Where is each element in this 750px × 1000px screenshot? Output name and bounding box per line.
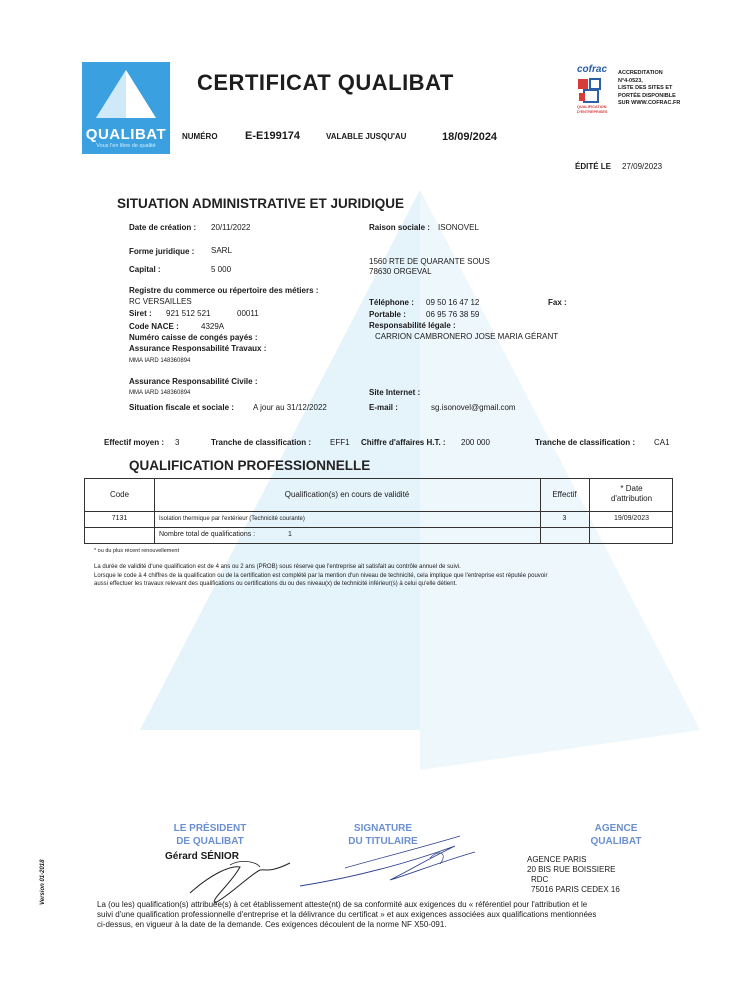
president-label-line-2: DE QUALIBAT [176, 836, 244, 847]
forme-label: Forme juridique : [129, 247, 195, 256]
accreditation-line: PORTÉE DISPONIBLE [618, 92, 676, 99]
agence-address-line: RDC [531, 875, 549, 884]
address-line-1: 1560 RTE DE QUARANTE SOUS [369, 257, 490, 266]
legal-line-1: La (ou les) qualification(s) attribuée(s) à cet établissement atteste(nt) de sa conformité aux exigences du « référentiel pour l'attribution et le [97, 900, 588, 909]
siret-label: Siret : [129, 309, 152, 318]
accreditation-line: ACCREDITATION [618, 70, 663, 76]
qualibat-logo [82, 62, 170, 154]
date-creation-label: Date de création : [129, 223, 197, 232]
assur-civile-label: Assurance Responsabilité Civile : [129, 377, 258, 386]
forme-value: SARL [211, 246, 232, 255]
row-date: 19/09/2023 [613, 515, 650, 522]
row-code: 7131 [111, 515, 128, 522]
siret-suffix: 00011 [237, 309, 259, 318]
legal-line-3: ci-dessus, en vigueur à la date de la demande. Ces exigences découlent de la norme NF X50-091. [97, 920, 447, 929]
ca-label: Chiffre d'affaires H.T. : [361, 438, 446, 447]
portable-label: Portable : [369, 310, 406, 319]
conges-label: Numéro caisse de congés payés : [129, 333, 258, 342]
logo-text: QUALIBAT [85, 126, 167, 143]
agence-address-line: AGENCE PARIS [527, 855, 587, 864]
president-label-line-1: LE PRÉSIDENT [173, 823, 247, 834]
raison-sociale-value: ISONOVEL [438, 223, 479, 232]
valable-value: 18/09/2024 [442, 131, 498, 143]
fiscale-value: A jour au 31/12/2022 [253, 403, 327, 412]
col-header-code: Code [109, 490, 130, 499]
registre-value: RC VERSAILLES [129, 297, 192, 306]
legal-line-2: suivi d'une qualification professionnelle d'entreprise et la délivrance du certificat » et aux exigences associées aux qualifications mentionnées [97, 910, 597, 919]
resp-legale-label: Responsabilité légale : [369, 321, 456, 330]
capital-label: Capital : [129, 265, 161, 274]
telephone-label: Téléphone : [369, 298, 414, 307]
agence-address-line: 20 BIS RUE BOISSIERE [527, 865, 616, 874]
fax-label: Fax : [548, 298, 567, 307]
signature-label-line-2: DU TITULAIRE [348, 836, 418, 847]
accreditation-line: LISTE DES SITES ET [618, 85, 673, 91]
numero-value: E-E199174 [245, 130, 301, 142]
agence-address-line: 75016 PARIS CEDEX 16 [531, 885, 620, 894]
effectif-label: Effectif moyen : [104, 438, 165, 447]
tranche-effectif-value: EFF1 [330, 438, 350, 447]
capital-value: 5 000 [211, 265, 232, 274]
assur-travaux-value: MMA IARD 148360894 [129, 358, 191, 364]
assur-civile-value: MMA IARD 148360894 [129, 390, 191, 396]
qualification-section-title: QUALIFICATION PROFESSIONNELLE [129, 458, 371, 473]
ca-value: 200 000 [461, 438, 490, 447]
agence-address [527, 855, 620, 895]
validity-paragraph-3: aussi effectuer les travaux relevant des qualifications ou certifications du ou des niveau(x) de technicité inférieur(s) à celui qu'elle détient. [94, 581, 457, 587]
nace-value: 4329A [201, 322, 225, 331]
pyramid-icon [82, 62, 170, 126]
total-value: 1 [288, 531, 292, 538]
site-label: Site Internet : [369, 388, 421, 397]
admin-section-title: SITUATION ADMINISTRATIVE ET JURIDIQUE [117, 196, 405, 211]
total-label: Nombre total de qualifications : [159, 531, 256, 538]
email-label: E-mail : [369, 403, 398, 412]
fiscale-label: Situation fiscale et sociale : [129, 403, 234, 412]
tranche-ca-label: Tranche de classification : [535, 438, 636, 447]
tranche-ca-value: CA1 [654, 438, 670, 447]
accreditation-line: N°4-0523, [618, 77, 643, 84]
version-label: Version 01-2018 [40, 859, 46, 905]
footnote: * ou du plus récent renouvellement [94, 548, 179, 554]
edite-value: 27/09/2023 [622, 162, 663, 171]
email-value: sg.isonovel@gmail.com [431, 403, 516, 412]
agence-label-line-2: QUALIBAT [590, 836, 642, 847]
logo-subtitle: Vous l'en libre de qualité [96, 143, 156, 149]
validity-paragraph-2: Lorsque le code à 4 chiffres de la qualification ou de la certification est complété par la mention d'un niveau de technicité, cela implique que l'entreprise est réputée pouvoir [94, 573, 548, 579]
cofrac-mark-icon [577, 77, 607, 105]
accreditation-line: SUR WWW.COFRAC.FR [618, 100, 681, 106]
col-header-date-line-2: d'attribution [610, 494, 653, 503]
cofrac-sub: QUALIFICATION D'ENTREPRISES [577, 105, 608, 114]
holder-signature-icon [290, 828, 490, 898]
agence-label-line-1: AGENCE [594, 823, 638, 834]
effectif-value: 3 [175, 438, 180, 447]
row-qualification: Isolation thermique par l'extérieur (Technicité courante) [159, 516, 305, 522]
signature-label-line-1: SIGNATURE [353, 823, 413, 834]
address-line-2: 78630 ORGEVAL [369, 267, 432, 276]
cofrac-logo [577, 64, 611, 130]
nace-label: Code NACE : [129, 322, 179, 331]
siret-value: 921 512 521 [166, 309, 211, 318]
date-creation-value: 20/11/2022 [211, 223, 251, 232]
col-header-effectif: Effectif [552, 490, 577, 499]
col-header-date-line-1: * Date [620, 484, 643, 493]
numero-label: NUMÉRO [182, 132, 218, 141]
telephone-value: 09 50 16 47 12 [426, 298, 480, 307]
raison-sociale-label: Raison sociale : [369, 223, 430, 232]
validity-paragraph-1: La durée de validité d'une qualification est de 4 ans ou 2 ans (PROB) sous réserve que l'entreprise ait satisfait au contrôle annuel de suivi. [94, 564, 461, 570]
assur-travaux-label: Assurance Responsabilité Travaux : [129, 344, 267, 353]
accreditation-text [618, 70, 680, 108]
col-header-date [589, 484, 674, 504]
page-title: CERTIFICAT QUALIBAT [197, 70, 454, 95]
registre-label: Registre du commerce ou répertoire des métiers : [129, 286, 319, 295]
col-header-qualification: Qualification(s) en cours de validité [284, 490, 410, 499]
row-effectif: 3 [562, 515, 567, 522]
tranche-effectif-label: Tranche de classification : [211, 438, 312, 447]
cofrac-text: cofrac [577, 64, 608, 75]
resp-legale-value: CARRION CAMBRONERO JOSE MARIA GÉRANT [375, 332, 559, 341]
edite-label: ÉDITÉ LE [575, 162, 612, 171]
qualification-table [84, 478, 673, 544]
president-name: Gérard SÉNIOR [165, 851, 239, 862]
valable-label: VALABLE JUSQU'AU [326, 132, 407, 141]
agence-label [566, 822, 666, 848]
portable-value: 06 95 76 38 59 [426, 310, 480, 319]
